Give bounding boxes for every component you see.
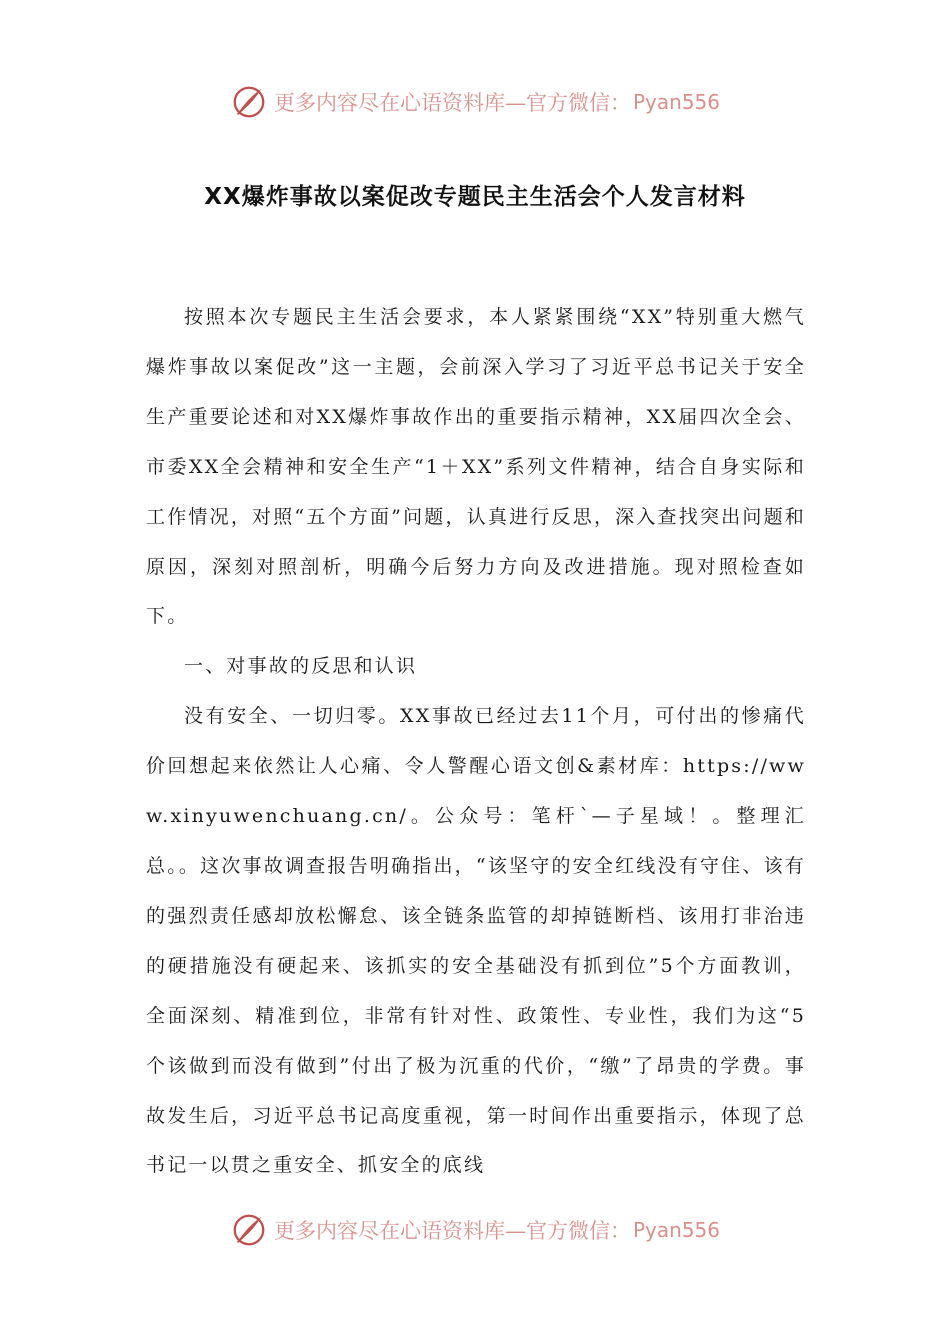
quill-logo-icon xyxy=(230,1211,268,1249)
watermark-wechat-id: Pyan556 xyxy=(632,90,720,114)
header-watermark xyxy=(0,80,950,124)
watermark-wechat-id: Pyan556 xyxy=(632,1218,720,1242)
document-title: XX爆炸事故以案促改专题民主生活会个人发言材料 xyxy=(204,184,746,210)
watermark-text: 更多内容尽在心语资料库—官方微信： xyxy=(273,91,631,115)
document-body xyxy=(146,293,806,1191)
paragraph-reflection: 没有安全、一切归零。XX事故已经过去11个月，可付出的惨痛代价回想起来依然让人心痛、令人警醒心语文创&素材库：https://www.xinyuwenchuang.cn/。公众号：笔杆`—子星域！。整理汇总。。这次事故调查报告明确指出，“该坚守的安全红线没有守住、该有的强烈责任感却放松懈怠、该全链条监管的却掉链断档、该用打非治违的硬措施没有硬起来、该抓实的安全基础没有抓到位”5个方面教训，全面深刻、精准到位，非常有针对性、政策性、专业性，我们为这“5个该做到而没有做到”付出了极为沉重的代价，“缴”了昂贵的学费。事故发生后，习近平总书记高度重视，第一时间作出重要指示，体现了总书记一以贯之重安全、抓安全的底线 xyxy=(146,705,806,1177)
footer-watermark xyxy=(0,1208,950,1252)
paragraph-intro: 按照本次专题民主生活会要求，本人紧紧围绕“XX”特别重大燃气爆炸事故以案促改”这一主题，会前深入学习了习近平总书记关于安全生产重要论述和对XX爆炸事故作出的重要指示精神，XX届四次全会、市委XX全会精神和安全生产“1＋XX”系列文件精神，结合自身实际和工作情况，对照“五个方面”问题，认真进行反思，深入查找突出问题和原因，深刻对照剖析，明确今后努力方向及改进措施。现对照检查如下。 xyxy=(146,306,806,628)
watermark-text: 更多内容尽在心语资料库—官方微信： xyxy=(273,1219,631,1243)
quill-logo-icon xyxy=(230,83,268,121)
section-heading-1: 一、对事故的反思和认识 xyxy=(184,655,418,678)
